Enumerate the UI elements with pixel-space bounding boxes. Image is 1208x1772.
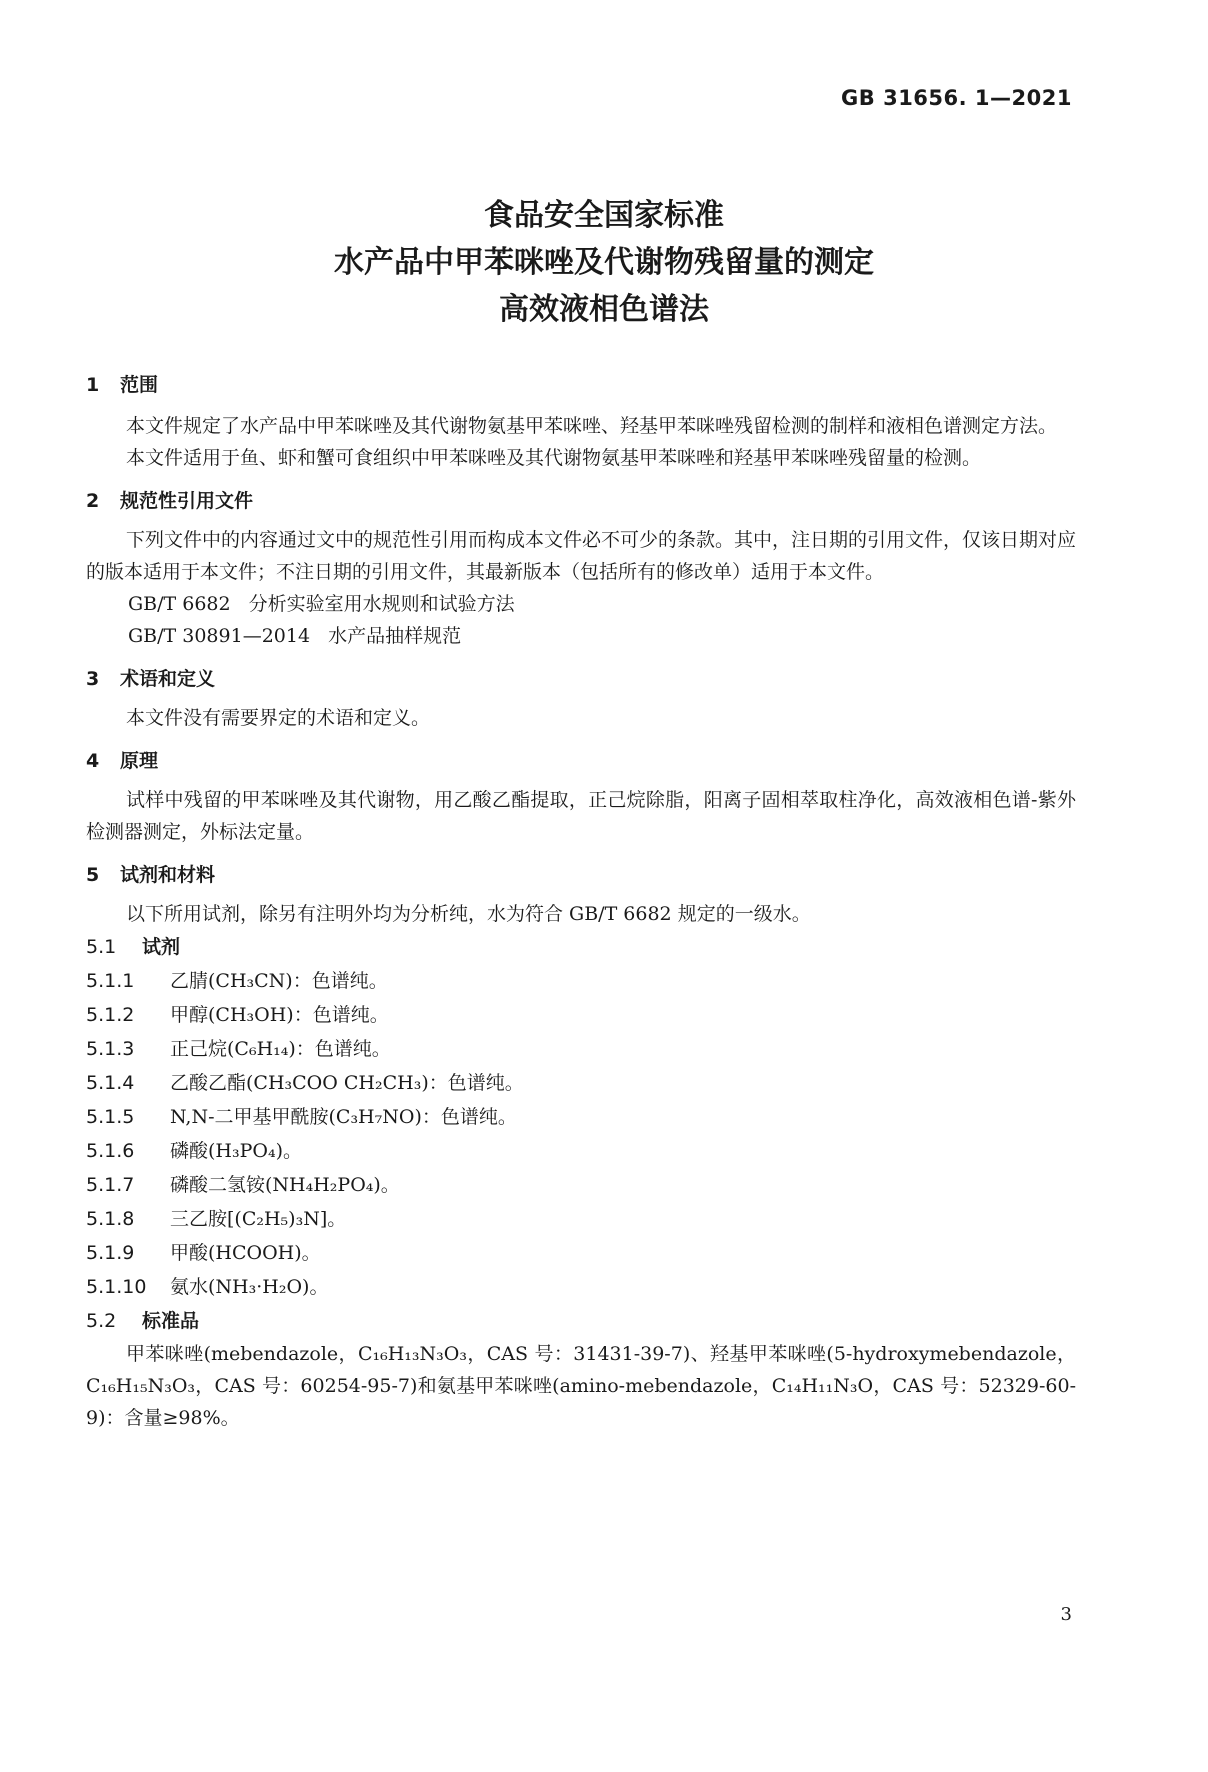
section-number: 5 <box>86 864 100 886</box>
reference-item <box>86 620 1076 652</box>
section-2-heading <box>86 484 1076 518</box>
item-text: 磷酸二氢铵(NH₄H₂PO₄)。 <box>170 1174 400 1196</box>
section-5-heading <box>86 858 1076 892</box>
section-number: 1 <box>86 374 100 396</box>
item-number: 5.1.3 <box>86 1038 135 1060</box>
title-line-3: 高效液相色谱法 <box>499 292 709 327</box>
paragraph: 本文件规定了水产品中甲苯咪唑及其代谢物氨基甲苯咪唑、羟基甲苯咪唑残留检测的制样和液相色谱测定方法。 <box>126 415 1058 437</box>
subsection-title: 标准品 <box>142 1310 200 1332</box>
item-number: 5.1.4 <box>86 1072 135 1094</box>
section-title: 规范性引用文件 <box>120 490 254 512</box>
subsection-title: 试剂 <box>142 936 181 958</box>
title-line-1: 食品安全国家标准 <box>484 198 724 233</box>
paragraph: 试样中残留的甲苯咪唑及其代谢物，用乙酸乙酯提取，正己烷除脂，阳离子固相萃取柱净化，高效液相色谱-紫外检测器测定，外标法定量。 <box>86 789 1076 843</box>
item-text: 磷酸(H₃PO₄)。 <box>170 1140 302 1162</box>
page-number: 3 <box>1060 1604 1072 1625</box>
paragraph: 以下所用试剂，除另有注明外均为分析纯，水为符合 GB/T 6682 规定的一级水。 <box>126 903 811 925</box>
reagent-item <box>86 1202 1076 1236</box>
section-number: 2 <box>86 490 100 512</box>
item-text: 甲醇(CH₃OH)：色谱纯。 <box>170 1004 389 1026</box>
paragraph: 本文件适用于鱼、虾和蟹可食组织中甲苯咪唑及其代谢物氨基甲苯咪唑和羟基甲苯咪唑残留量的检测。 <box>126 447 982 469</box>
item-text: 乙腈(CH₃CN)：色谱纯。 <box>170 970 388 992</box>
section-1-heading <box>86 368 1076 402</box>
paragraph: 下列文件中的内容通过文中的规范性引用而构成本文件必不可少的条款。其中，注日期的引用文件，仅该日期对应的版本适用于本文件；不注日期的引用文件，其最新版本（包括所有的修改单）适用于本文件。 <box>86 529 1077 583</box>
reagent-item <box>86 1134 1076 1168</box>
item-number: 5.1.1 <box>86 970 135 992</box>
reference-title: 水产品抽样规范 <box>328 625 462 647</box>
paragraph: 本文件没有需要界定的术语和定义。 <box>126 707 431 729</box>
reagent-item <box>86 998 1076 1032</box>
subsection-5-1-heading <box>86 930 1076 964</box>
item-number: 5.1.8 <box>86 1208 135 1230</box>
item-number: 5.1.5 <box>86 1106 135 1128</box>
item-text: 氨水(NH₃·H₂O)。 <box>170 1276 329 1298</box>
subsection-5-2-heading <box>86 1304 1076 1338</box>
item-number: 5.1.9 <box>86 1242 135 1264</box>
reagent-item <box>86 1100 1076 1134</box>
item-text: 三乙胺[(C₂H₅)₃N]。 <box>170 1208 347 1230</box>
reagent-item <box>86 1168 1076 1202</box>
item-number: 5.1.10 <box>86 1276 147 1298</box>
item-number: 5.1.6 <box>86 1140 135 1162</box>
section-title: 原理 <box>120 750 159 772</box>
item-text: 正己烷(C₆H₁₄)：色谱纯。 <box>170 1038 391 1060</box>
paragraph: 甲苯咪唑(mebendazole，C₁₆H₁₃N₃O₃，CAS 号：31431-39-7)、羟基甲苯咪唑(5-hydroxymebendazole，C₁₆H₁₅N₃O₃，CAS 号：60254-95-7)和氨基甲苯咪唑(amino-mebendazole，C₁₄H₁₁N₃O，CAS 号：52329-60-9)：含量≥98%。 <box>86 1343 1076 1429</box>
section-number: 4 <box>86 750 100 772</box>
reagent-item <box>86 964 1076 998</box>
reagent-item <box>86 1032 1076 1066</box>
section-3-heading <box>86 662 1076 696</box>
item-text: 乙酸乙酯(CH₃COO CH₂CH₃)：色谱纯。 <box>170 1072 524 1094</box>
reagent-item <box>86 1236 1076 1270</box>
reference-title: 分析实验室用水规则和试验方法 <box>248 593 515 615</box>
reference-code: GB/T 6682 <box>128 593 231 615</box>
item-text: N,N-二甲基甲酰胺(C₃H₇NO)：色谱纯。 <box>170 1106 517 1128</box>
section-4-heading <box>86 744 1076 778</box>
reference-item <box>86 588 1076 620</box>
document-body <box>86 368 1076 1434</box>
item-number: 5.1.2 <box>86 1004 135 1026</box>
section-title: 术语和定义 <box>120 668 216 690</box>
standard-code: GB 31656. 1—2021 <box>841 86 1072 110</box>
section-title: 试剂和材料 <box>120 864 216 886</box>
reagent-item <box>86 1066 1076 1100</box>
reagent-item <box>86 1270 1076 1304</box>
reference-code: GB/T 30891—2014 <box>128 625 311 647</box>
item-number: 5.1.7 <box>86 1174 135 1196</box>
subsection-number: 5.2 <box>86 1310 117 1332</box>
document-title <box>0 192 1208 333</box>
section-number: 3 <box>86 668 100 690</box>
item-text: 甲酸(HCOOH)。 <box>170 1242 321 1264</box>
section-title: 范围 <box>120 374 159 396</box>
subsection-number: 5.1 <box>86 936 117 958</box>
title-line-2: 水产品中甲苯咪唑及代谢物残留量的测定 <box>334 245 874 280</box>
